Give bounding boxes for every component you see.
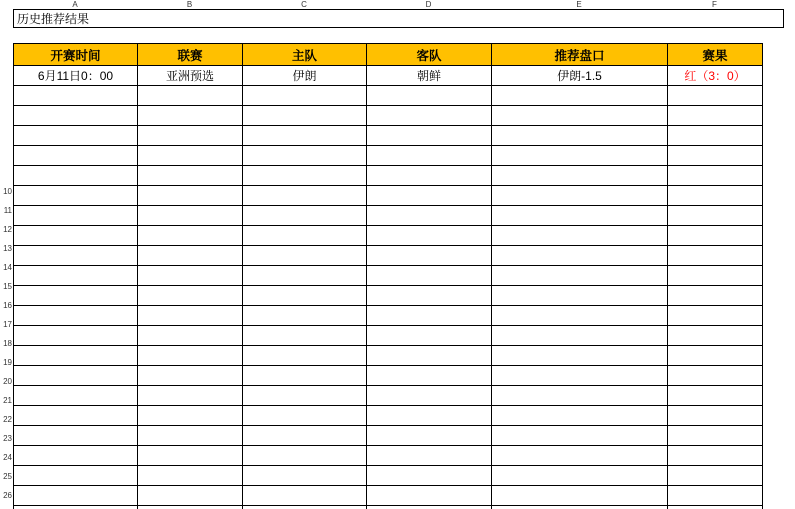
table-row [14,266,763,286]
table-row [14,186,763,206]
column-header-c[interactable]: C [301,0,307,9]
row-header[interactable]: 11 [3,206,12,215]
table-cell-empty[interactable] [367,326,492,346]
row-header[interactable]: 26 [3,491,12,500]
table-cell-empty[interactable] [492,326,668,346]
table-cell-empty[interactable] [367,506,492,509]
table-cell-empty[interactable] [243,386,367,406]
row-header[interactable] [0,68,13,87]
table-cell-empty[interactable] [14,306,138,326]
table-cell-empty[interactable] [14,226,138,246]
table-cell-empty[interactable] [492,106,668,126]
table-row [14,326,763,346]
row-header[interactable] [0,144,13,163]
select-all-corner[interactable] [0,0,13,9]
row-header-gutter [0,9,13,509]
table-cell-empty[interactable] [367,426,492,446]
table-header-row [14,44,763,66]
table-cell-empty[interactable] [14,386,138,406]
row-header[interactable] [0,28,13,49]
table-row [14,506,763,509]
table-cell-empty[interactable] [14,86,138,106]
table-cell-empty[interactable] [668,146,763,166]
table-cell-empty[interactable] [492,166,668,186]
table-cell-empty[interactable] [367,146,492,166]
sheet-title-cell[interactable] [13,9,784,28]
table-row [14,406,763,426]
table-cell-empty[interactable] [138,266,243,286]
table-cell-empty[interactable] [138,426,243,446]
table-cell-empty[interactable] [367,306,492,326]
table-cell-empty[interactable] [668,466,763,486]
column-header-strip [0,0,795,9]
table-cell-empty[interactable] [492,286,668,306]
table-cell-empty[interactable] [138,246,243,266]
table-row [14,386,763,406]
table-row [14,126,763,146]
table-cell-empty[interactable] [243,306,367,326]
table-cell-empty[interactable] [492,226,668,246]
table-cell-empty[interactable] [668,426,763,446]
table-row [14,486,763,506]
table-cell[interactable]: 伊朗 [243,66,367,86]
table-cell-empty[interactable] [243,366,367,386]
table-cell-empty[interactable] [14,486,138,506]
table-row [14,66,763,86]
table-cell-empty[interactable] [668,326,763,346]
table-cell-empty[interactable] [138,86,243,106]
table-row [14,246,763,266]
table-cell-empty[interactable] [668,286,763,306]
table-cell-empty[interactable] [243,146,367,166]
table-cell-empty[interactable] [668,406,763,426]
table-cell-empty[interactable] [138,226,243,246]
table-cell-empty[interactable] [367,186,492,206]
column-header-d[interactable]: D [425,0,432,9]
table-row [14,146,763,166]
table-cell-empty[interactable] [243,446,367,466]
table-cell-empty[interactable] [492,266,668,286]
table-cell-empty[interactable] [243,106,367,126]
table-cell-empty[interactable] [492,246,668,266]
table-cell-empty[interactable] [668,226,763,246]
table-cell-empty[interactable] [668,506,763,509]
table-cell-empty[interactable] [14,106,138,126]
table-header-cell[interactable]: 开赛时间 [14,44,138,66]
table-cell-empty[interactable] [138,286,243,306]
table-cell-empty[interactable] [243,326,367,346]
row-header[interactable] [0,106,13,125]
row-header[interactable] [0,49,13,68]
row-header[interactable]: 15 [3,282,12,291]
row-header[interactable]: 16 [3,301,12,310]
table-cell[interactable]: 朝鲜 [367,66,492,86]
table-cell-empty[interactable] [492,506,668,509]
table-cell-empty[interactable] [492,406,668,426]
table-cell-empty[interactable] [668,346,763,366]
table-cell-empty[interactable] [243,266,367,286]
table-cell-empty[interactable] [243,226,367,246]
table-cell[interactable]: 伊朗-1.5 [492,66,668,86]
row-header[interactable]: 21 [3,396,12,405]
table-cell-empty[interactable] [138,326,243,346]
row-header[interactable]: 18 [3,339,12,348]
table-cell-empty[interactable] [243,466,367,486]
table-cell-empty[interactable] [243,86,367,106]
table-cell-empty[interactable] [14,446,138,466]
table-cell-empty[interactable] [243,246,367,266]
table-header-cell[interactable]: 客队 [367,44,492,66]
table-cell-empty[interactable] [668,206,763,226]
table-cell-empty[interactable] [668,246,763,266]
table-cell-empty[interactable] [367,166,492,186]
row-header[interactable] [0,87,13,106]
table-cell-empty[interactable] [243,426,367,446]
row-header[interactable]: 20 [3,377,12,386]
table-header-cell[interactable]: 主队 [243,44,367,66]
table-cell-empty[interactable] [492,346,668,366]
table-cell-empty[interactable] [492,206,668,226]
table-cell-empty[interactable] [14,186,138,206]
table-header-cell[interactable]: 赛果 [668,44,763,66]
table-cell-empty[interactable] [138,506,243,509]
table-cell-empty[interactable] [367,386,492,406]
table-cell-empty[interactable] [492,486,668,506]
table-row [14,346,763,366]
table-row [14,366,763,386]
row-header[interactable]: 10 [3,187,12,196]
table-cell-empty[interactable] [668,186,763,206]
table-cell-empty[interactable] [243,186,367,206]
table-cell-empty[interactable] [14,506,138,509]
table-cell-empty[interactable] [138,386,243,406]
table-cell-empty[interactable] [138,446,243,466]
table-cell-empty[interactable] [243,286,367,306]
table-cell-empty[interactable] [14,166,138,186]
table-cell-empty[interactable] [367,446,492,466]
table-cell-empty[interactable] [492,466,668,486]
table-row [14,446,763,466]
table-cell-empty[interactable] [668,386,763,406]
table-cell-empty[interactable] [492,366,668,386]
table-cell-empty[interactable] [492,146,668,166]
table-cell-empty[interactable] [492,186,668,206]
table-cell-empty[interactable] [492,386,668,406]
table-cell-empty[interactable] [668,86,763,106]
table-cell-empty[interactable] [138,126,243,146]
table-cell-empty[interactable] [367,246,492,266]
table-cell-empty[interactable] [243,506,367,509]
row-header[interactable]: 25 [3,472,12,481]
table-row [14,286,763,306]
table-row [14,426,763,446]
row-header[interactable]: 23 [3,434,12,443]
column-header-a[interactable]: A [72,0,78,9]
table-row [14,86,763,106]
table-cell-empty[interactable] [367,366,492,386]
table-cell-empty[interactable] [138,206,243,226]
table-cell-empty[interactable] [138,106,243,126]
table-cell-empty[interactable] [243,206,367,226]
row-header[interactable]: 12 [3,225,12,234]
table-cell[interactable]: 6月11日0：00 [14,66,138,86]
table-cell[interactable]: 红（3：0） [668,66,763,86]
table-cell-empty[interactable] [138,406,243,426]
table-cell-empty[interactable] [367,406,492,426]
table-cell-empty[interactable] [243,166,367,186]
row-header[interactable]: 24 [3,453,12,462]
table-cell-empty[interactable] [668,366,763,386]
table-cell-empty[interactable] [14,126,138,146]
table-header-cell[interactable]: 推荐盘口 [492,44,668,66]
table-row [14,226,763,246]
table-cell-empty[interactable] [14,206,138,226]
table-cell-empty[interactable] [367,286,492,306]
table-cell-empty[interactable] [14,346,138,366]
table-cell-empty[interactable] [14,466,138,486]
table-cell-empty[interactable] [243,346,367,366]
table-cell-empty[interactable] [138,486,243,506]
table-row [14,306,763,326]
table-cell-empty[interactable] [668,106,763,126]
column-header-b[interactable]: B [186,0,193,9]
table-cell-empty[interactable] [14,266,138,286]
table-row [14,106,763,126]
table-cell-empty[interactable] [668,266,763,286]
table-header-cell[interactable]: 联赛 [138,44,243,66]
table-row [14,206,763,226]
table-cell-empty[interactable] [367,206,492,226]
table-cell-empty[interactable] [138,466,243,486]
page-title: 历史推荐结果 [17,12,90,26]
table-cell-empty[interactable] [367,266,492,286]
row-header[interactable]: 13 [3,244,12,253]
table-cell-empty[interactable] [138,146,243,166]
table-cell-empty[interactable] [14,146,138,166]
table-cell-empty[interactable] [668,306,763,326]
data-table [13,43,763,509]
table-row [14,166,763,186]
table-cell-empty[interactable] [138,366,243,386]
table-row [14,466,763,486]
table-cell-empty[interactable] [492,126,668,146]
table-cell-empty[interactable] [138,306,243,326]
table-cell-empty[interactable] [138,346,243,366]
table-cell-empty[interactable] [243,486,367,506]
table-cell-empty[interactable] [367,126,492,146]
row-header[interactable]: 22 [3,415,12,424]
table-cell-empty[interactable] [367,226,492,246]
table-cell-empty[interactable] [138,166,243,186]
table-cell-empty[interactable] [14,326,138,346]
table-cell[interactable]: 亚洲预选 [138,66,243,86]
table-cell-empty[interactable] [138,186,243,206]
column-header-e[interactable]: E [576,0,582,9]
table-cell-empty[interactable] [243,126,367,146]
table-cell-empty[interactable] [668,486,763,506]
column-header-f[interactable]: F [712,0,717,9]
table-cell-empty[interactable] [668,126,763,146]
table-cell-empty[interactable] [14,286,138,306]
table-cell-empty[interactable] [492,306,668,326]
row-header[interactable]: 14 [3,263,12,272]
table-cell-empty[interactable] [14,406,138,426]
row-header[interactable]: 17 [3,320,12,329]
table-cell-empty[interactable] [367,86,492,106]
row-header[interactable] [0,9,13,28]
table-cell-empty[interactable] [367,346,492,366]
table-cell-empty[interactable] [367,466,492,486]
table-cell-empty[interactable] [492,446,668,466]
table-cell-empty[interactable] [14,246,138,266]
row-header[interactable] [0,125,13,144]
table-cell-empty[interactable] [492,426,668,446]
row-header[interactable] [0,163,13,182]
table-cell-empty[interactable] [14,366,138,386]
table-cell-empty[interactable] [14,426,138,446]
table-cell-empty[interactable] [367,106,492,126]
table-cell-empty[interactable] [668,166,763,186]
row-header[interactable]: 19 [3,358,12,367]
table-cell-empty[interactable] [668,446,763,466]
table-cell-empty[interactable] [492,86,668,106]
table-cell-empty[interactable] [243,406,367,426]
table-cell-empty[interactable] [367,486,492,506]
